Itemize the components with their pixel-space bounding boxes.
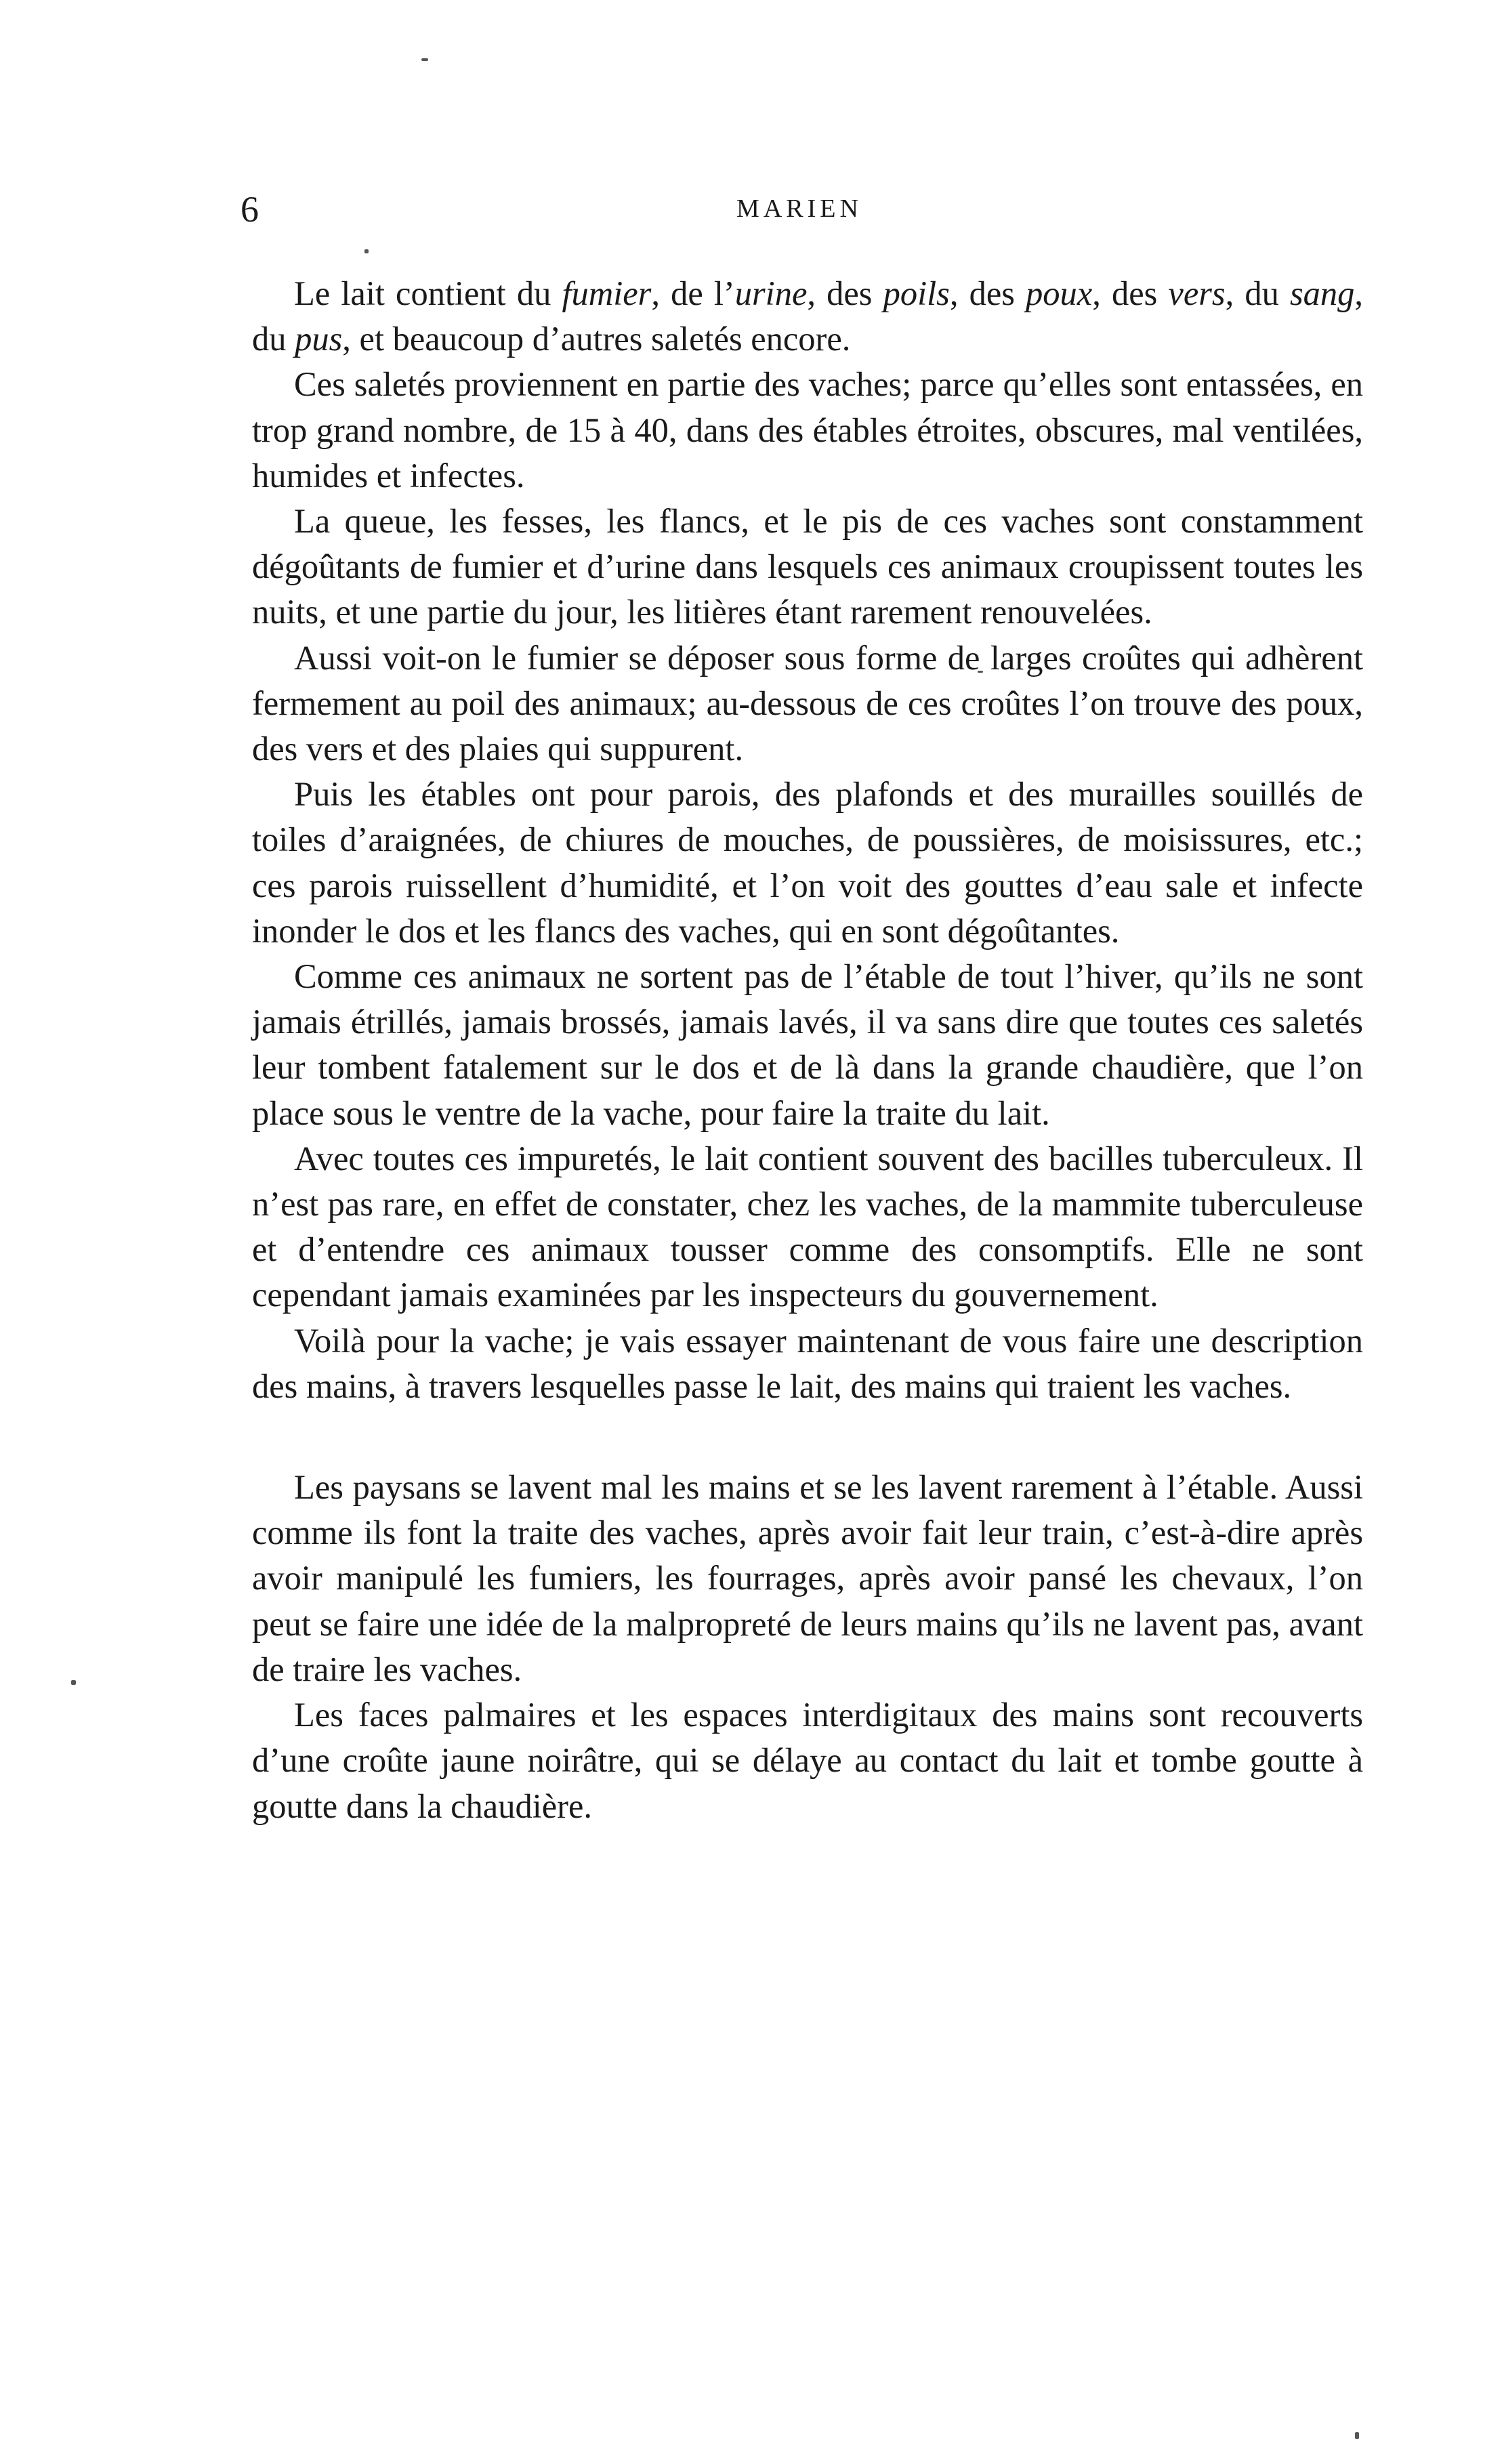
text-run: Puis les étables ont pour parois, des plafonds et des murailles souillés de toiles d’araignées, de chiures de mouches, de poussières, de moisissures, etc.; ces parois ruissellent d’humidité, et l’on voit des gouttes d’eau sale et infecte inonder le dos et les flancs des vaches, qui en sont dégoûtantes. [252,775,1363,950]
text-run: Aussi voit-on le fumier se déposer sous forme de larges croûtes qui adhèrent fermement au poil des animaux; au-dessous de ces croûtes l’on trouve des poux, des vers et des plaies qui suppurent. [252,638,1363,768]
paragraph [252,362,1363,499]
italic-term: pus [295,320,343,358]
text-run: Ces saletés proviennent en partie des vaches; parce qu’elles sont entassées, en trop grand nombre, de 15 à 40, dans des étables étroites, obscures, mal ventilées, humides et infectes. [252,365,1363,495]
print-speck [421,58,428,61]
paragraph [252,772,1363,954]
text-run: , des [807,274,883,312]
italic-term: poux [1026,274,1093,312]
italic-term: poils [883,274,950,312]
text-run: , des [949,274,1026,312]
text-run: , des [1092,274,1169,312]
text-run: , du [252,274,1363,358]
paragraph [252,1136,1363,1318]
page-header [241,188,1358,243]
print-speck [1355,2432,1359,2439]
paragraph [252,271,1363,362]
italic-term: urine [734,274,808,312]
paragraph [252,499,1363,635]
italic-term: vers [1168,274,1226,312]
paragraph [252,635,1363,772]
body-text [252,271,1363,1829]
text-run: La queue, les fesses, les flancs, et le pis de ces vaches sont constamment dégoûtants de fumier et d’urine dans lesquels ces animaux croupissent toutes les nuits, et une partie du jour, les litières étant rarement renouvelées. [252,502,1363,631]
text-run: Comme ces animaux ne sortent pas de l’étable de tout l’hiver, qu’ils ne sont jamais étrillés, jamais brossés, jamais lavés, il va sans dire que toutes ces saletés leur tombent fatalement sur le dos et de là dans la grande chaudière, que l’on place sous le ventre de la vache, pour faire la traite du lait. [252,957,1363,1132]
paragraph [252,1318,1363,1409]
text-run: , de l’ [651,274,735,312]
print-speck [364,249,369,253]
text-run: Le lait contient du [294,274,562,312]
page-number: 6 [241,189,259,230]
paragraph [252,1465,1363,1692]
text-run: , et beaucoup d’autres saletés encore. [342,320,851,358]
text-run: Avec toutes ces impuretés, le lait contient souvent des bacilles tuberculeux. Il n’est pas rare, en effet de constater, chez les vaches, de la mammite tuberculeuse et d’entendre ces animaux tousser comme des consomptifs. Elle ne sont cependant jamais examinées par les inspecteurs du gouvernement. [252,1139,1363,1314]
text-run: Les faces palmaires et les espaces interdigitaux des mains sont recouverts d’une croûte jaune noirâtre, qui se délaye au contact du lait et tombe goutte à goutte dans la chaudière. [252,1696,1363,1825]
print-speck [71,1680,76,1685]
paragraph [252,1692,1363,1829]
running-head: MARIEN [736,194,862,223]
paragraph [252,954,1363,1136]
text-run: Les paysans se lavent mal les mains et se les lavent rarement à l’étable. Aussi comme ils font la traite des vaches, après avoir fait leur train, c’est-à-dire après avoir manipulé les fumiers, les fourrages, après avoir pansé les chevaux, l’on peut se faire une idée de la malpropreté de leurs mains qu’ils ne lavent pas, avant de traire les vaches. [252,1468,1363,1688]
italic-term: sang [1289,274,1355,312]
text-run: Voilà pour la vache; je vais essayer maintenant de vous faire une description des mains, à travers lesquelles passe le lait, des mains qui traient les vaches. [252,1321,1363,1405]
text-run: , du [1225,274,1290,312]
italic-term: fumier [562,274,652,312]
